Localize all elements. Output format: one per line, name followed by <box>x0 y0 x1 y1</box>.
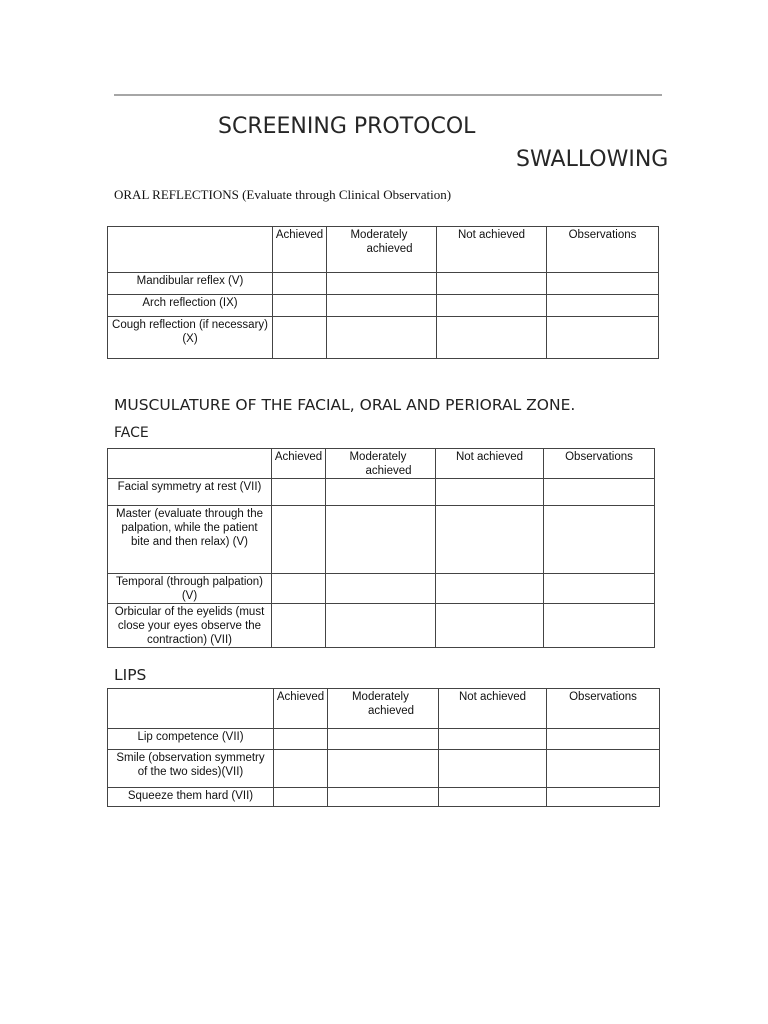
col-moderately-achieved <box>326 449 436 479</box>
face-heading: FACE <box>114 425 149 441</box>
col-achieved: Achieved <box>274 689 328 729</box>
cell-not-achieved[interactable] <box>437 273 547 295</box>
cell-observations[interactable] <box>547 750 660 788</box>
header-blank-cell <box>108 689 274 729</box>
cell-not-achieved[interactable] <box>439 729 547 750</box>
table-row <box>108 295 659 317</box>
cell-observations[interactable] <box>544 479 655 506</box>
table-row <box>108 750 660 788</box>
row-label: Temporal (through palpation) (V) <box>108 574 272 604</box>
cell-not-achieved[interactable] <box>439 788 547 807</box>
cell-not-achieved[interactable] <box>436 604 544 648</box>
cell-not-achieved[interactable] <box>437 317 547 359</box>
col-moderately-line2: achieved <box>365 465 412 477</box>
cell-observations[interactable] <box>547 788 660 807</box>
table-row <box>108 788 660 807</box>
col-moderately-achieved <box>328 689 439 729</box>
cell-achieved[interactable] <box>272 604 326 648</box>
col-achieved: Achieved <box>273 227 327 273</box>
col-moderately-achieved <box>327 227 437 273</box>
top-rule <box>114 94 662 96</box>
table-header-row <box>108 449 655 479</box>
table-row <box>108 604 655 648</box>
title-swallowing: SWALLOWING <box>516 147 669 172</box>
header-blank-cell <box>108 227 273 273</box>
col-observations: Observations <box>547 227 659 273</box>
oral-reflections-heading: ORAL REFLECTIONS (Evaluate through Clinical Observation) <box>114 187 452 202</box>
col-not-achieved: Not achieved <box>439 689 547 729</box>
table-row <box>108 273 659 295</box>
col-not-achieved: Not achieved <box>437 227 547 273</box>
cell-moderately-achieved[interactable] <box>326 479 436 506</box>
cell-observations[interactable] <box>544 506 655 574</box>
cell-achieved[interactable] <box>272 506 326 574</box>
header-blank-cell <box>108 449 272 479</box>
lips-table <box>107 688 660 807</box>
cell-observations[interactable] <box>547 729 660 750</box>
cell-not-achieved[interactable] <box>437 295 547 317</box>
col-not-achieved: Not achieved <box>436 449 544 479</box>
col-moderately-line1: Moderately <box>349 451 407 463</box>
cell-observations[interactable] <box>544 604 655 648</box>
cell-moderately-achieved[interactable] <box>328 729 439 750</box>
title-screening-protocol: SCREENING PROTOCOL <box>218 114 476 139</box>
musculature-heading: MUSCULATURE OF THE FACIAL, ORAL AND PERIORAL ZONE. <box>114 396 576 414</box>
cell-moderately-achieved[interactable] <box>327 295 437 317</box>
row-label: Orbicular of the eyelids (must close your eyes observe the contraction) (VII) <box>108 604 272 648</box>
row-label: Smile (observation symmetry of the two sides)(VII) <box>108 750 274 788</box>
table-row <box>108 729 660 750</box>
cell-achieved[interactable] <box>273 317 327 359</box>
cell-not-achieved[interactable] <box>436 506 544 574</box>
col-moderately-line1: Moderately <box>350 229 408 241</box>
cell-observations[interactable] <box>547 317 659 359</box>
cell-moderately-achieved[interactable] <box>326 574 436 604</box>
cell-achieved[interactable] <box>272 479 326 506</box>
cell-observations[interactable] <box>547 273 659 295</box>
col-achieved: Achieved <box>272 449 326 479</box>
cell-not-achieved[interactable] <box>436 479 544 506</box>
col-moderately-line2: achieved <box>367 705 415 717</box>
table-header-row <box>108 689 660 729</box>
row-label: Squeeze them hard (VII) <box>108 788 274 807</box>
cell-achieved[interactable] <box>273 273 327 295</box>
table-row <box>108 574 655 604</box>
oral-reflections-table <box>107 226 659 359</box>
cell-achieved[interactable] <box>274 750 328 788</box>
col-moderately-line2: achieved <box>366 243 413 255</box>
cell-moderately-achieved[interactable] <box>328 788 439 807</box>
cell-moderately-achieved[interactable] <box>327 273 437 295</box>
row-label: Cough reflection (if necessary) (X) <box>108 317 273 359</box>
row-label: Master (evaluate through the palpation, while the patient bite and then relax) (V) <box>108 506 272 574</box>
cell-achieved[interactable] <box>273 295 327 317</box>
table-row <box>108 479 655 506</box>
table-row <box>108 317 659 359</box>
table-header-row <box>108 227 659 273</box>
lips-heading: LIPS <box>114 666 147 684</box>
cell-achieved[interactable] <box>274 788 328 807</box>
table-row <box>108 506 655 574</box>
col-moderately-line1: Moderately <box>351 691 409 703</box>
cell-observations[interactable] <box>544 574 655 604</box>
cell-moderately-achieved[interactable] <box>326 506 436 574</box>
row-label: Mandibular reflex (V) <box>108 273 273 295</box>
cell-moderately-achieved[interactable] <box>326 604 436 648</box>
cell-moderately-achieved[interactable] <box>328 750 439 788</box>
cell-observations[interactable] <box>547 295 659 317</box>
row-label: Arch reflection (IX) <box>108 295 273 317</box>
cell-not-achieved[interactable] <box>436 574 544 604</box>
cell-moderately-achieved[interactable] <box>327 317 437 359</box>
cell-not-achieved[interactable] <box>439 750 547 788</box>
row-label: Lip competence (VII) <box>108 729 274 750</box>
cell-achieved[interactable] <box>272 574 326 604</box>
face-table <box>107 448 655 648</box>
cell-achieved[interactable] <box>274 729 328 750</box>
row-label: Facial symmetry at rest (VII) <box>108 479 272 506</box>
col-observations: Observations <box>547 689 660 729</box>
col-observations: Observations <box>544 449 655 479</box>
